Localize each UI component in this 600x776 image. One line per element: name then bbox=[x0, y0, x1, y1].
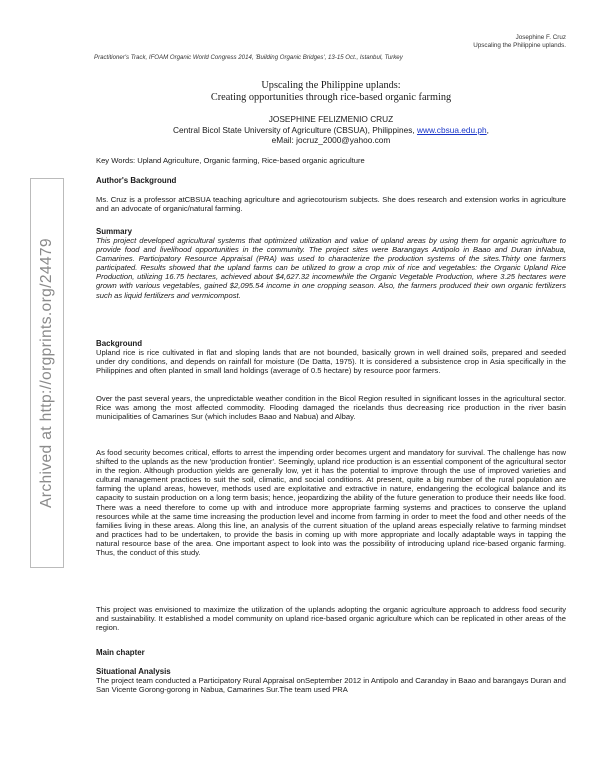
summary-text: This project developed agricultural systems that optimized utilization and value of upland areas by using them for organic agriculture to provide food and livelihood opportunities in the community. The project sites were Barangays Antipolo in Baao and Duran inNabua, Camarines. Participatory Resource Appraisal (PRA) was used to characterize the production systems of the sites.Thirty one farmers participated. Results showed that the upland farms can be utilized to grow a crop mix of rice and vegetables: the Organic Upland Rice Production, utilizing 16.75 hectares, achieved about $4,627.32 incomewhile the Organic Vegetable Production, where 3.25 hectares were grown with various vegetables, gained $2,095.54 income in one cropping season. Also, the farmers produced their own organic fertilizers such as liquid fertilizers and vermicompost. bbox=[96, 236, 566, 300]
paper-title-line2: Creating opportunities through rice-based organic farming bbox=[210, 92, 452, 103]
affiliation-end: , bbox=[486, 124, 489, 135]
summary-heading: Summary bbox=[96, 227, 132, 236]
situational-analysis-text: The project team conducted a Participatory Rural Appraisal onSeptember 2012 in Antipolo and Caranday in Baao and barangays Duran and San Vicente Gorong-gorong in Nabua, Camarines Sur.The team used PRA bbox=[96, 676, 566, 695]
affiliation-text: Central Bicol State University of Agriculture (CBSUA), Philippines, bbox=[173, 124, 417, 135]
running-header-title: Upscaling the Philippine uplands. bbox=[473, 42, 566, 50]
paper-title-line1: Upscaling the Philippine uplands: bbox=[261, 80, 401, 91]
background-p3: As food security becomes critical, efforts to arrest the impending order becomes urgent and mandatory for survival. The challenge has now shifted to the uplands as the new 'production frontier'. Seemingly, upland rice production is an essential component of the agricultural sector in the region. Although production yields are generally low, yet it has the potential to improve through the use of improved varieties and cultural management practices to suit the soil, climatic, and social conditions. At present, quite a big number of the rural population are farming the upland areas, however, methods used are exploitative and extractive in nature, endangering the ecological balance and its capacity to sustain production on a long term basis; hence, jeopardizing the ability of the future generation to produce their needs like food. There was a need therefore to come up with and introduce more appropriate farming systems and practices to conserve the upland resources while at the same time increasing the production level and income from farming in order to meet the food and other needs of the families living in these areas. Along this line, an analysis of the current situation of the upland areas especially relative to farming mindset and practices had to be undertaken, to provide the basis in coming up with more appropriate and locally adaptable ways in tapping the natural resource base of the area. One important aspect to look into was the possibility of introducing upland rice-based organic farming. Thus, the conduct of this study. bbox=[96, 448, 566, 558]
situational-analysis-heading: Situational Analysis bbox=[96, 667, 171, 676]
background-p2: Over the past several years, the unpredictable weather condition in the Bicol Region resulted in significant losses in the agricultural sector. Rice was among the most affected commodity. Flooding damaged the ricelands thus decreasing rice production in the river basin municipalities of Camarines Sur (which includes Baao and Nabua) and Albay. bbox=[96, 394, 566, 422]
main-chapter-heading: Main chapter bbox=[96, 648, 145, 657]
background-p4: This project was envisioned to maximize the utilization of the uplands adopting the organic agriculture approach to address food security and sustainability. It established a model community on upland rice-based organic agriculture which can be replicated in other areas of the region. bbox=[96, 605, 566, 633]
authors-background-text: Ms. Cruz is a professor atCBSUA teaching agriculture and agriecotourism subjects. She does research and extension works in agriculture and an advocate of organic/natural farming. bbox=[96, 195, 566, 214]
author-name: JOSEPHINE FELIZMENIO CRUZ bbox=[268, 114, 394, 124]
website-link[interactable]: www.cbsua.edu.ph bbox=[416, 124, 487, 135]
keywords: Key Words: Upland Agriculture, Organic farming, Rice-based organic agriculture bbox=[96, 156, 365, 165]
authors-background-heading: Author's Background bbox=[96, 176, 177, 185]
author-affiliation bbox=[96, 125, 566, 136]
running-header bbox=[473, 34, 566, 51]
conference-line: Practitioner's Track, IFOAM Organic World Congress 2014, 'Building Organic Bridges', 13-15 Oct., Istanbul, Turkey bbox=[94, 54, 403, 61]
archive-stamp bbox=[30, 178, 64, 568]
archive-stamp-text: Archived at http://orgprints.org/24479 bbox=[38, 238, 55, 508]
background-p1: Upland rice is rice cultivated in flat and sloping lands that are not bounded, basically grown in well drained soils, prepared and seeded under dry conditions, and depends on rainfall for moisture (De Datta, 1975). It is considered a subsistence crop in Asia specifically in the Philippines and often planted in small land holdings (average of 0.5 hectare) by resource poor farmers. bbox=[96, 348, 566, 376]
background-heading: Background bbox=[96, 339, 143, 348]
running-header-author: Josephine F. Cruz bbox=[515, 34, 566, 41]
author-email: eMail: jocruz_2000@yahoo.com bbox=[271, 135, 391, 145]
